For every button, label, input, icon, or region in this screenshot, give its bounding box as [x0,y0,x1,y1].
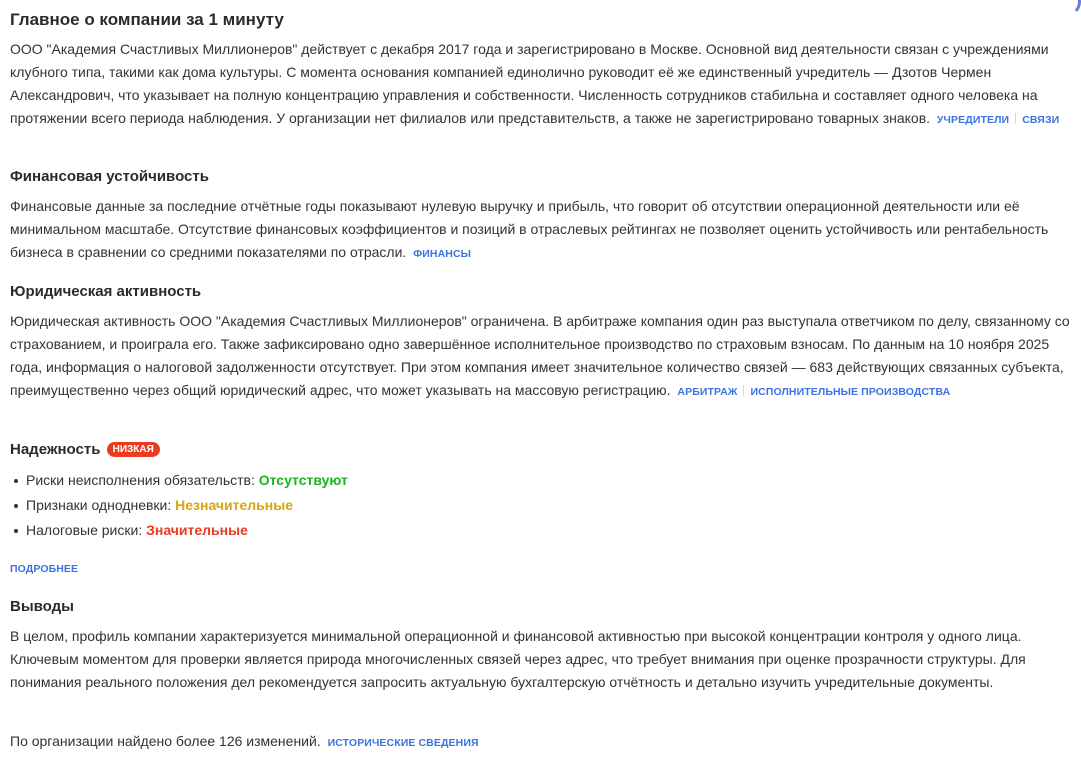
risk-list [10,468,348,543]
enforcement-link[interactable]: ИСПОЛНИТЕЛЬНЫЕ ПРОИЗВОДСТВА [750,386,951,398]
legal-heading: Юридическая активность [10,283,202,300]
connections-link[interactable]: СВЯЗИ [1022,114,1060,126]
history-paragraph [10,730,1070,755]
reliability-badge: НИЗКАЯ [107,442,160,457]
finance-link[interactable]: ФИНАНСЫ [413,248,472,260]
risk-label: Риски неисполнения обязательств: [26,472,255,488]
arbitration-link[interactable]: АРБИТРАЖ [677,386,738,398]
risk-item [10,518,348,543]
risk-item [10,493,348,518]
finance-paragraph [10,195,1070,266]
risk-value: Отсутствуют [258,472,348,488]
conclusions-heading: Выводы [10,598,74,615]
history-text: По организации найдено более 126 изменений. [10,733,321,749]
link-divider [1015,113,1016,124]
summary-paragraph [10,38,1070,132]
corner-decoration [1053,0,1081,16]
legal-text: Юридическая активность ООО "Академия Счастливых Миллионеров" ограничена. В арбитраже компания один раз выступала ответчиком по делу, связанному со страхованием, и проиграла его. Также зафиксировано одно завершённое исполнительное производство по страховым взносам. По данным на 10 ноября 2025 года, информация о налоговой задолженности отсутствует. При этом компания имеет значительное количество связей — 683 действующих связанных субъекта, преимущественно через общий юридический адрес, что может указывать на массовую регистрацию. [10,313,1070,398]
founders-link[interactable]: УЧРЕДИТЕЛИ [936,114,1010,126]
risk-value: Незначительные [175,497,293,513]
risk-item [10,468,348,493]
finance-heading: Финансовая устойчивость [10,168,209,185]
link-divider [743,385,744,396]
page-title: Главное о компании за 1 минуту [10,10,284,29]
risk-label: Признаки однодневки: [26,497,172,513]
more-details-link[interactable]: ПОДРОБНЕЕ [10,563,79,575]
risk-value: Значительные [146,522,248,538]
reliability-heading [10,439,160,461]
reliability-title: Надежность [10,441,101,458]
legal-paragraph [10,310,1070,404]
summary-text: ООО "Академия Счастливых Миллионеров" действует с декабря 2017 года и зарегистрировано в Москве. Основной вид деятельности связан с учреждениями клубного типа, такими как дома культуры. С момента основания компанией единолично руководит её же единственный учредитель — Дзотов Чермен Александрович, что указывает на полную концентрацию управления и собственности. Численность сотрудников стабильна и составляет одного человека на протяжении всего периода наблюдения. У организации нет филиалов или представительств, а также не зарегистрировано товарных знаков. [10,41,1049,126]
history-link[interactable]: ИСТОРИЧЕСКИЕ СВЕДЕНИЯ [327,737,479,749]
risk-label: Налоговые риски: [26,522,143,538]
finance-text: Финансовые данные за последние отчётные годы показывают нулевую выручку и прибыль, что говорит об отсутствии операционной деятельности или её минимальном масштабе. Отсутствие финансовых коэффициентов и позиций в отраслевых рейтингах не позволяет оценить устойчивость или рентабельность бизнеса в сравнении со средними показателями по отрасли. [10,198,1049,260]
conclusions-paragraph: В целом, профиль компании характеризуется минимальной операционной и финансовой активностью при высокой концентрации контроля у одного лица. Ключевым моментом для проверки является природа многочисленных связей через адрес, что требует внимания при оценке прозрачности структуры. Для понимания реального положения дел рекомендуется запросить актуальную бухгалтерскую отчётность и детально изучить учредительные документы. [10,628,1026,690]
